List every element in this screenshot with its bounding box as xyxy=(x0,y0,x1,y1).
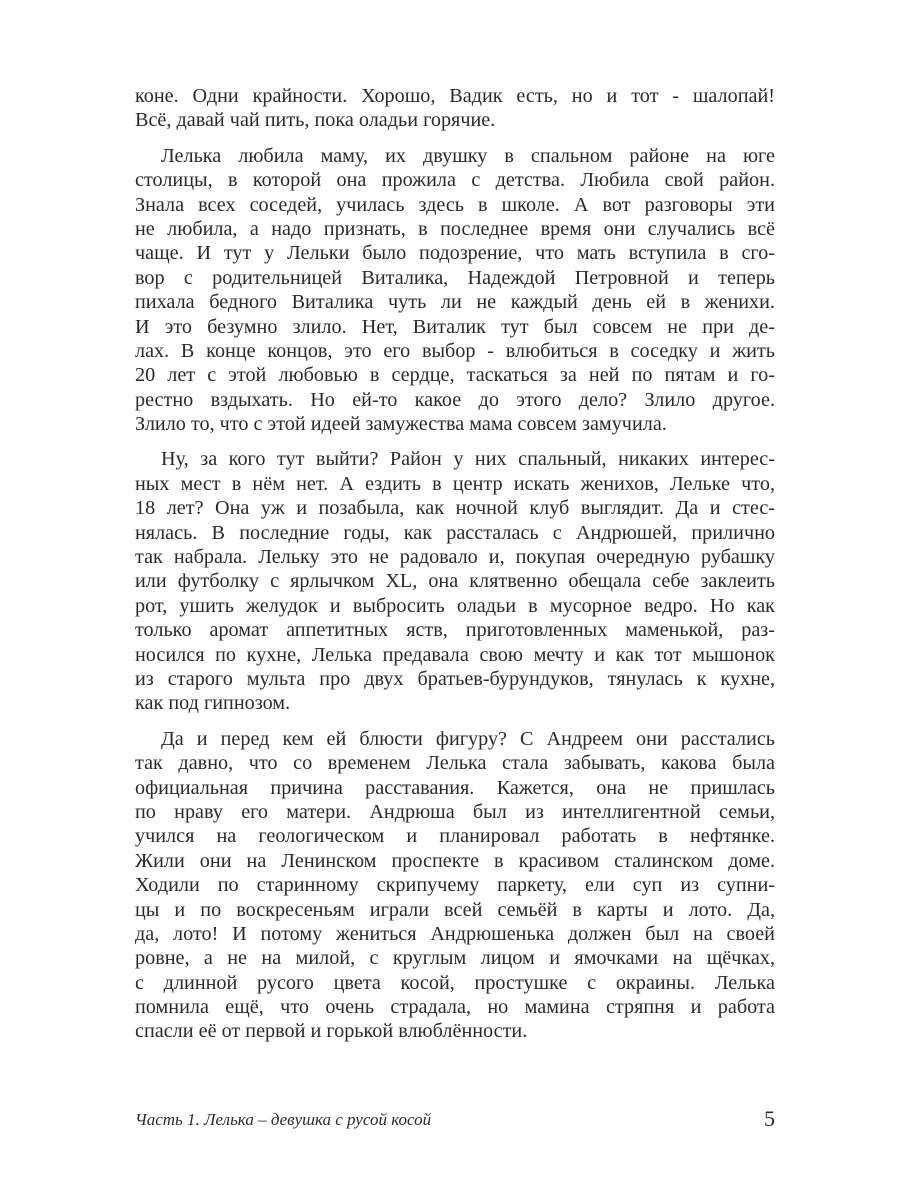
text-line: Лелька любила маму, их двушку в спальном районе на юге xyxy=(161,144,775,167)
text-line: Всё, давай чай пить, пока оладьи горячие. xyxy=(135,109,496,132)
paragraph-3 xyxy=(135,447,775,715)
text-line: так давно, что со временем Лелька стала забывать, какова была xyxy=(135,752,775,775)
text-line: Ну, за кого тут выйти? Район у них спальный, никаких интерес- xyxy=(161,448,775,471)
text-line: Да и перед кем ей блюсти фигуру? С Андреем они расстались xyxy=(161,727,775,750)
running-head: Часть 1. Лелька – девушка с русой косой xyxy=(135,1110,432,1129)
text-line: цы и по воскресеньям играли всей семьёй в карты и лото. Да, xyxy=(135,898,775,921)
paragraph-2 xyxy=(135,144,775,437)
text-line: носился по кухне, Лелька предавала свою мечту и как тот мышонок xyxy=(135,643,775,666)
text-line: 18 лет? Она уж и позабыла, как ночной клуб выглядит. Да и стес- xyxy=(135,497,775,520)
text-line: рестно вздыхать. Но ей-то какое до этого дело? Злило другое. xyxy=(135,388,775,411)
text-line: по нраву его матери. Андрюша был из интеллигентной семьи, xyxy=(135,800,775,823)
text-line: учился на геологическом и планировал работать в нефтянке. xyxy=(135,825,775,848)
text-line: Злило то, что с этой идеей замужества мама совсем замучила. xyxy=(135,413,667,436)
text-line: только аромат аппетитных яств, приготовленных маменькой, раз- xyxy=(135,619,775,642)
text-line: вор с родительницей Виталика, Надеждой Петровной и теперь xyxy=(135,266,775,289)
text-line: пихала бедного Виталика чуть ли не каждый день ей в женихи. xyxy=(135,291,775,314)
text-line: не любила, а надо признать, в последнее время они случались всё xyxy=(135,217,775,240)
text-line: Жили они на Ленинском проспекте в красивом сталинском доме. xyxy=(135,849,775,872)
text-line: рот, ушить желудок и выбросить оладьи в мусорное ведро. Но как xyxy=(135,594,775,617)
text-line: спасли её от первой и горькой влюблённости. xyxy=(135,1020,528,1043)
text-line: Знала всех соседей, училась здесь в школе. А вот разговоры эти xyxy=(135,193,775,216)
text-line: нялась. В последние годы, как рассталась с Андрюшей, прилично xyxy=(135,521,775,544)
text-line: так набрала. Лельку это не радовало и, покупая очередную рубашку xyxy=(135,546,775,569)
text-line: ровне, а не на милой, с круглым лицом и ямочками на щёчках, xyxy=(135,947,775,970)
text-line: ных мест в нём нет. А ездить в центр искать женихов, Лельке что, xyxy=(135,472,775,495)
text-line: 20 лет с этой любовью в сердце, таскаться за ней по пятам и го- xyxy=(135,364,775,387)
text-line: лах. В конце концов, это его выбор - влюбиться в соседку и жить xyxy=(135,339,775,362)
text-line: да, лото! И потому жениться Андрюшенька должен был на своей xyxy=(135,922,775,945)
text-line: столицы, в которой она прожила с детства. Любила свой район. xyxy=(135,169,775,192)
paragraph-4 xyxy=(135,727,775,1044)
page-body xyxy=(135,84,775,1055)
text-line: или футболку с ярлычком XL, она клятвенно обещала себе заклеить xyxy=(135,570,775,593)
page-footer xyxy=(135,1108,775,1138)
text-line: официальная причина расставания. Кажется, она не пришлась xyxy=(135,776,775,799)
text-line: И это безумно злило. Нет, Виталик тут был совсем не при де- xyxy=(135,315,775,338)
paragraph-1 xyxy=(135,84,775,133)
text-line: Ходили по старинному скрипучему паркету, ели суп из супни- xyxy=(135,874,775,897)
text-line: с длинной русого цвета косой, простушке с окраины. Лелька xyxy=(135,971,775,994)
text-line: чаще. И тут у Лельки было подозрение, что мать вступила в сго- xyxy=(135,242,775,265)
text-line: коне. Одни крайности. Хорошо, Вадик есть, но и тот - шалопай! xyxy=(135,85,775,107)
text-line: из старого мульта про двух братьев-бурундуков, тянулась к кухне, xyxy=(135,667,775,690)
page-number: 5 xyxy=(764,1106,775,1131)
text-line: помнила ещё, что очень страдала, но мамина стряпня и работа xyxy=(135,996,775,1019)
text-line: как под гипнозом. xyxy=(135,692,291,715)
